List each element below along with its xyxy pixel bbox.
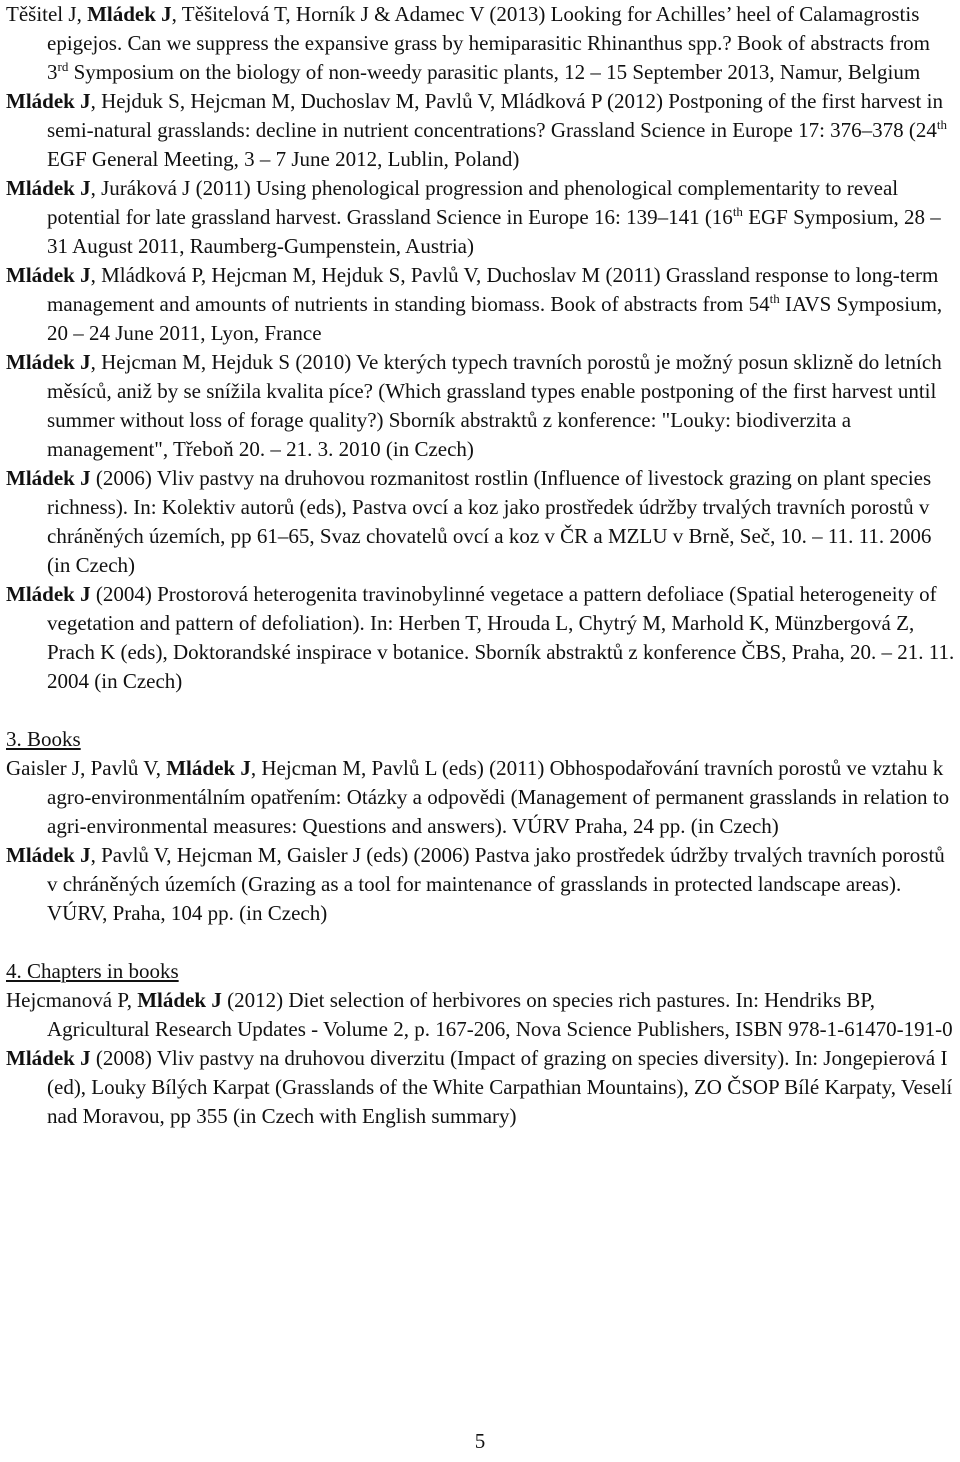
reference-entry (6, 841, 960, 928)
reference-main-author: Mládek J (6, 350, 91, 374)
reference-text: , Hejcman M, Hejduk S (2010) Ve kterých typech travních porostů je možný posun sklizně do letních měsíců, aniž by se snížila kvalita píce? (Which grassland types enable postponing of the first harvest until summer without loss of forage quality?) Sborník abstraktů z konference: "Louky: biodiverzita a management", Třeboň 20. – 21. 3. 2010 (in Czech) (47, 350, 942, 461)
reference-text-continued: EGF Symposium, 28 – 31 August 2011, Raumberg-Gumpenstein, Austria) (47, 205, 941, 258)
reference-entry (6, 1044, 960, 1131)
ordinal-suffix: th (769, 291, 780, 306)
reference-entry (6, 580, 960, 696)
reference-text-continued: EGF General Meeting, 3 – 7 June 2012, Lublin, Poland) (47, 147, 520, 171)
ordinal-suffix: rd (57, 59, 69, 74)
reference-text: (2012) Diet selection of herbivores on species rich pastures. In: Hendriks BP, Agricultural Research Updates - Volume 2, p. 167-206, Nova Science Publishers, ISBN 978-1-61470-191-0 (47, 988, 953, 1041)
section-title-books: 3. Books (6, 727, 81, 751)
reference-entry (6, 87, 960, 174)
reference-main-author: Mládek J (166, 756, 251, 780)
reference-text: , Hejcman M, Pavlů L (eds) (2011) Obhospodařování travních porostů ve vztahu k agro-environmentálním opatřením: Otázky a odpovědi (Management of permanent grasslands in relation to agri-environmental measures: Questions and answers). VÚRV Praha, 24 pp. (in Czech) (47, 756, 950, 838)
conference-abstracts-list (0, 0, 960, 696)
reference-text: (2004) Prostorová heterogenita travinobylinné vegetace a pattern defoliace (Spatial heterogeneity of vegetation and pattern of defoliation). In: Herben T, Hrouda L, Chytrý M, Marhold K, Münzbergová Z, Prach K (eds), Doktorandské inspirace v botanice. Sborník abstraktů z konference ČBS, Praha, 20. – 21. 11. 2004 (in Czech) (47, 582, 955, 693)
reference-main-author: Mládek J (87, 2, 172, 26)
reference-entry (6, 986, 960, 1044)
reference-authors: Gaisler J, Pavlů V, (6, 756, 167, 780)
reference-main-author: Mládek J (6, 263, 91, 287)
page-number: 5 (474, 1429, 486, 1453)
reference-main-author: Mládek J (6, 466, 91, 490)
reference-entry (6, 464, 960, 580)
reference-text-continued: IAVS Symposium, 20 – 24 June 2011, Lyon, France (47, 292, 943, 345)
section-title-chapters: 4. Chapters in books (6, 959, 179, 983)
reference-main-author: Mládek J (6, 582, 91, 606)
reference-authors: Těšitel J, (6, 2, 88, 26)
reference-authors: Hejcmanová P, (6, 988, 138, 1012)
reference-text: , Hejduk S, Hejcman M, Duchoslav M, Pavlů V, Mládková P (2012) Postponing of the first harvest in semi-natural grasslands: decline in nutrient concentrations? Grassland Science in Europe 17: 376–378 (24 (47, 89, 943, 142)
reference-entry (6, 754, 960, 841)
reference-entry (6, 348, 960, 464)
ordinal-suffix: th (936, 117, 948, 132)
reference-text: , Těšitelová T, Horník J & Adamec V (2013) Looking for Achilles’ heel of Calamagrostis epigejos. Can we suppress the expansive grass by hemiparasitic Rhinanthus spp.? Book of abstracts from 3 (47, 2, 930, 84)
reference-main-author: Mládek J (137, 988, 222, 1012)
reference-text: , Juráková J (2011) Using phenological progression and phenological complementarity to reveal potential for late grassland harvest. Grassland Science in Europe 16: 139–141 (16 (47, 176, 899, 229)
reference-main-author: Mládek J (6, 89, 91, 113)
reference-main-author: Mládek J (6, 843, 91, 867)
reference-text: (2006) Vliv pastvy na druhovou rozmanitost rostlin (Influence of livestock grazing on plant species richness). In: Kolektiv autorů (eds), Pastva ovcí a koz jako prostředek údržby trvalých travních porostů v chráněných územích, pp 61–65, Svaz chovatelů ovcí a koz v ČR a MZLU v Brně, Seč, 10. – 11. 11. 2006 (in Czech) (47, 466, 932, 577)
reference-main-author: Mládek J (6, 1046, 91, 1070)
chapters-list (0, 986, 960, 1131)
reference-entry (6, 174, 960, 261)
reference-main-author: Mládek J (6, 176, 91, 200)
reference-text-continued: Symposium on the biology of non-weedy parasitic plants, 12 – 15 September 2013, Namur, Belgium (68, 60, 921, 84)
reference-entry (6, 261, 960, 348)
reference-text: , Mládková P, Hejcman M, Hejduk S, Pavlů V, Duchoslav M (2011) Grassland response to long-term management and amounts of nutrients in standing biomass. Book of abstracts from 54 (47, 263, 939, 316)
reference-entry (6, 0, 960, 87)
reference-text: (2008) Vliv pastvy na druhovou diverzitu (Impact of grazing on species diversity). In: Jongepierová I (ed), Louky Bílých Karpat (Grasslands of the White Carpathian Mountains), ZO ČSOP Bílé Karpaty, Veselí nad Moravou, pp 355 (in Czech with English summary) (47, 1046, 953, 1128)
reference-text: , Pavlů V, Hejcman M, Gaisler J (eds) (2006) Pastva jako prostředek údržby trvalých travních porostů v chráněných územích (Grazing as a tool for maintenance of grasslands in protected landscape areas). VÚRV, Praha, 104 pp. (in Czech) (47, 843, 945, 925)
books-list (0, 754, 960, 928)
ordinal-suffix: th (732, 204, 743, 219)
